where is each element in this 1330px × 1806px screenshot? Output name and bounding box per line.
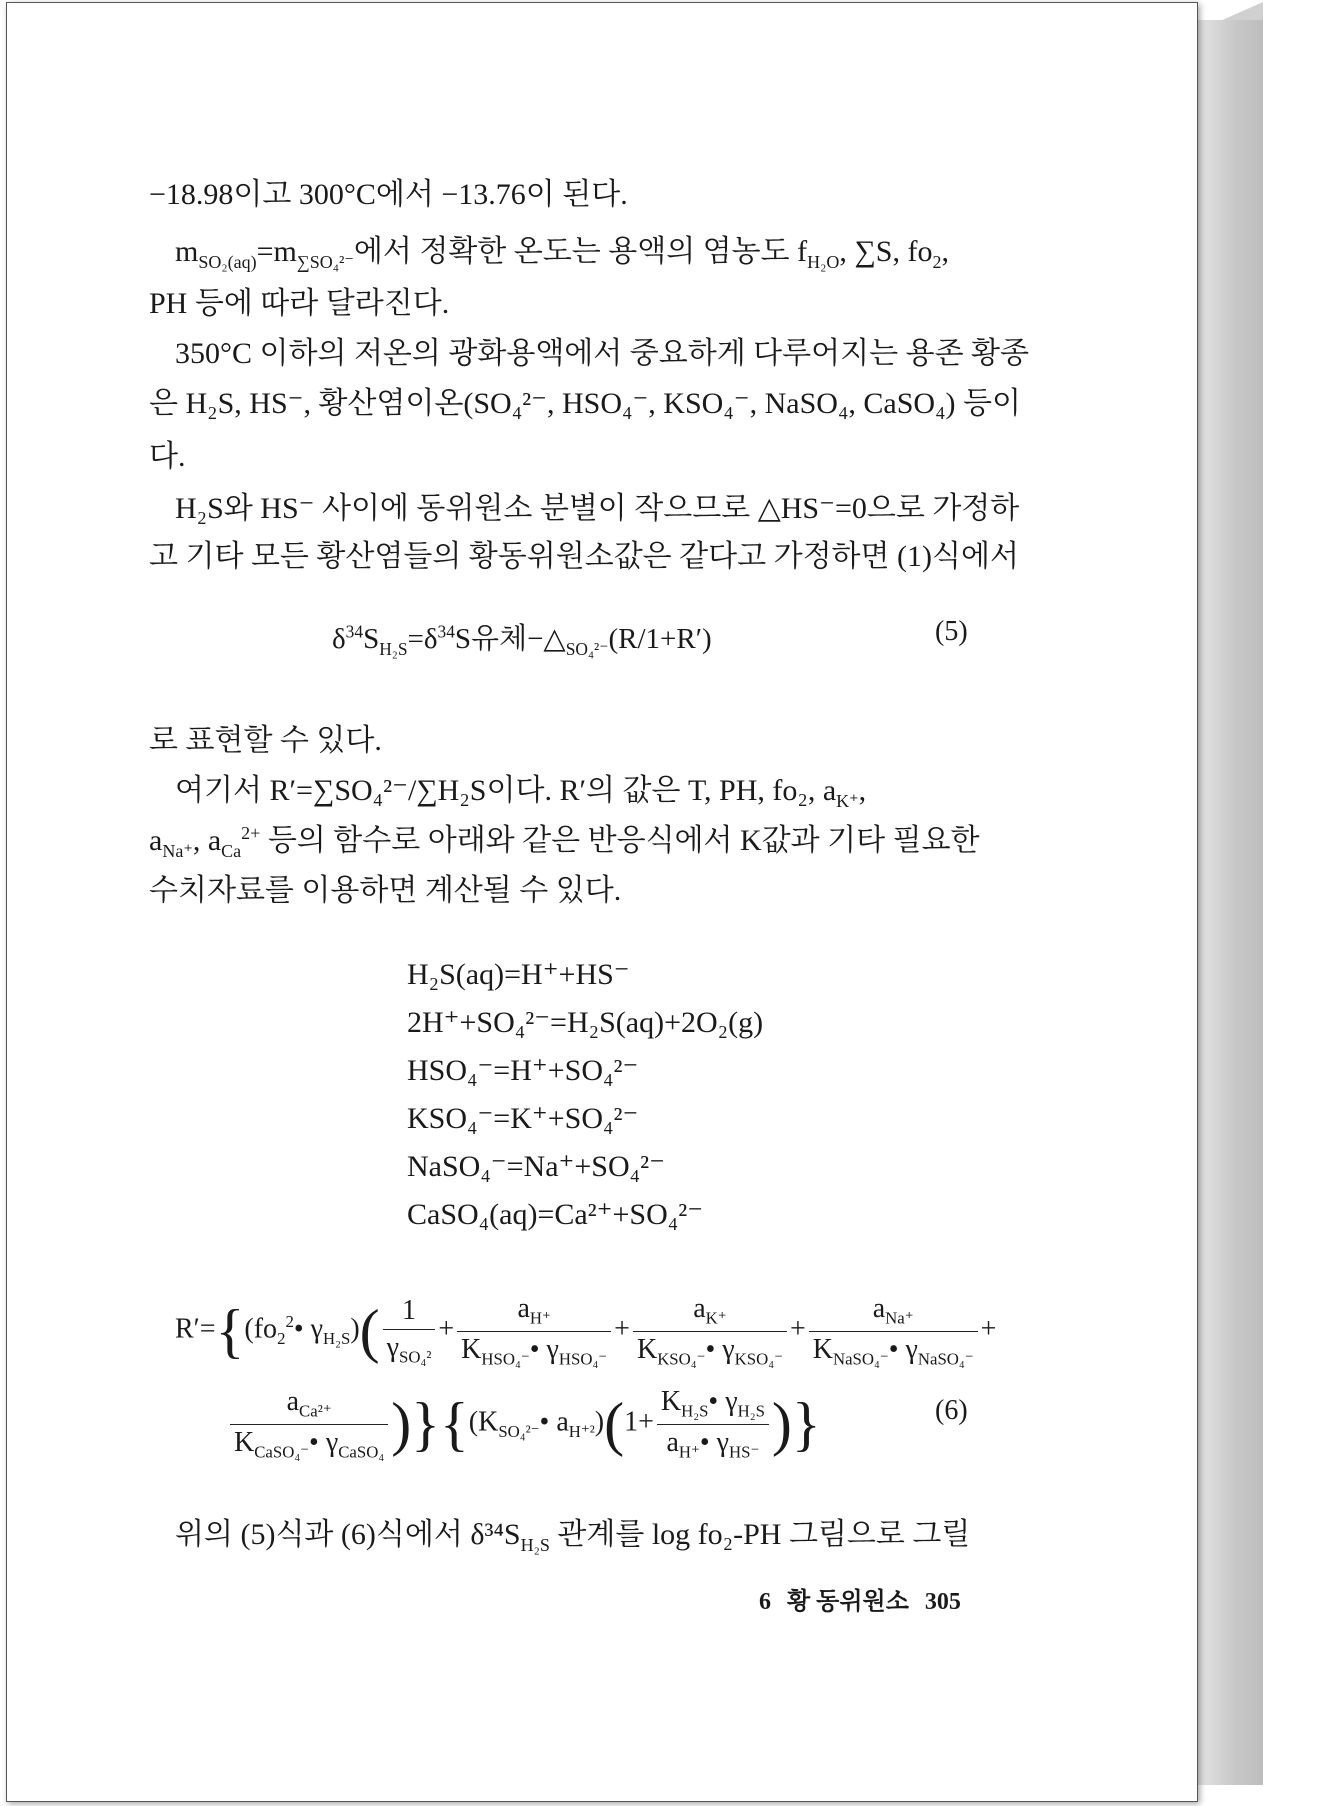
reaction-1: H₂S(aq)=H⁺+HS⁻ [407,958,630,991]
equation-6-line-2: $\frac{a_{Ca^{2+}}}{K_{CaSO_4^-}• \gamma_{CaSO_4}}$ )}{($K_{SO_4^{2-}}•$ $a_{H^{+2}})(1+$ $\frac{K_{H_2S}• \gamma_{H_2S}}{a_{H^+}• \gamma_{HS^-}}$ )} [227,1386,821,1462]
reaction-3: HSO₄⁻=H⁺+SO₄²⁻ [407,1054,639,1087]
equation-5-number: (5) [935,616,968,647]
text-line-4: 350°C 이하의 저온의 광화용액에서 중요하게 다루어지는 용존 황종 [175,337,1030,370]
text-line-8: 고 기타 모든 황산염들의 황동위원소값은 같다고 가정하면 (1)식에서 [149,540,1019,573]
footer-title: 황 동위원소 [787,1589,909,1615]
equation-6-number: (6) [935,1395,968,1426]
page-footer [759,1581,971,1616]
equation-6-line-1: $R'=\{(fo_2^2•$ $\gamma_{H_2S}$)( $\frac{1}{\gamma_{SO_4^2}}$ + $\frac{a_{H^+}}{K_{HSO_4^-}• \gamma_{HSO_4^-}}$ + $\frac{a_{K^+}}{K_{KSO_4^-}• \gamma_{KSO_4^-}}$ + $\frac{a_{Na^+}}{K_{NaSO_4^-}• \gamma_{NaSO_4^-}}$ + [175,1293,997,1369]
reaction-list [407,951,763,1239]
equation-5: $\delta^{34}S_{H_2S}=\delta^{34}S$유체$-\triangle_{SO_4^{2-}}(R/1+R')$ [332,621,712,659]
reaction-6: CaSO₄(aq)=Ca²⁺+SO₄²⁻ [407,1198,704,1231]
text-line-11: $a_{Na^+}$, $a_{Ca}^{2+}$ 등의 함수로 아래와 같은 반응식에서 K값과 기타 필요한 [149,823,980,861]
text-line-9: 로 표현할 수 있다. [149,724,382,757]
text-line-3: PH 등에 따라 달라진다. [149,287,450,320]
footer-page-number: 305 [924,1589,961,1615]
reaction-5: NaSO₄⁻=Na⁺+SO₄²⁻ [407,1150,665,1183]
text-line-6: 다. [149,440,186,473]
text-line-2: $m_{SO_2(aq)}=m_{\sum SO_4^{2-}}$에서 정확한 온도는 용액의 염농도 $f_{H_2O}$, ∑S, $fo_2$, [175,235,949,272]
book-page-edge [1196,20,1263,1785]
text-line-10: 여기서 R′=∑SO₄²⁻/∑H₂S이다. R′의 값은 T, PH, fo₂, $a_{K^+}$, [175,774,867,811]
footer-chapter: 6 [759,1589,771,1615]
text-line-1: −18.98이고 300°C에서 −13.76이 된다. [149,178,628,211]
text-line-7: H₂S와 HS⁻ 사이에 동위원소 분별이 작으므로 △HS⁻=0으로 가정하 [175,492,1020,525]
reaction-2: 2H⁺+SO₄²⁻=H₂S(aq)+2O₂(g) [407,1006,764,1039]
reaction-4: KSO₄⁻=K⁺+SO₄²⁻ [407,1102,639,1135]
text-line-5: 은 H₂S, HS⁻, 황산염이온(SO₄²⁻, HSO₄⁻, KSO₄⁻, NaSO₄, CaSO₄) 등이 [149,387,1021,420]
text-line-13: 위의 (5)식과 (6)식에서 $\delta^{34}S_{H_2S}$ 관계를 log fo₂-PH 그림으로 그릴 [175,1518,971,1555]
book-page [6,2,1198,1802]
text-line-12: 수치자료를 이용하면 계산될 수 있다. [149,874,622,907]
